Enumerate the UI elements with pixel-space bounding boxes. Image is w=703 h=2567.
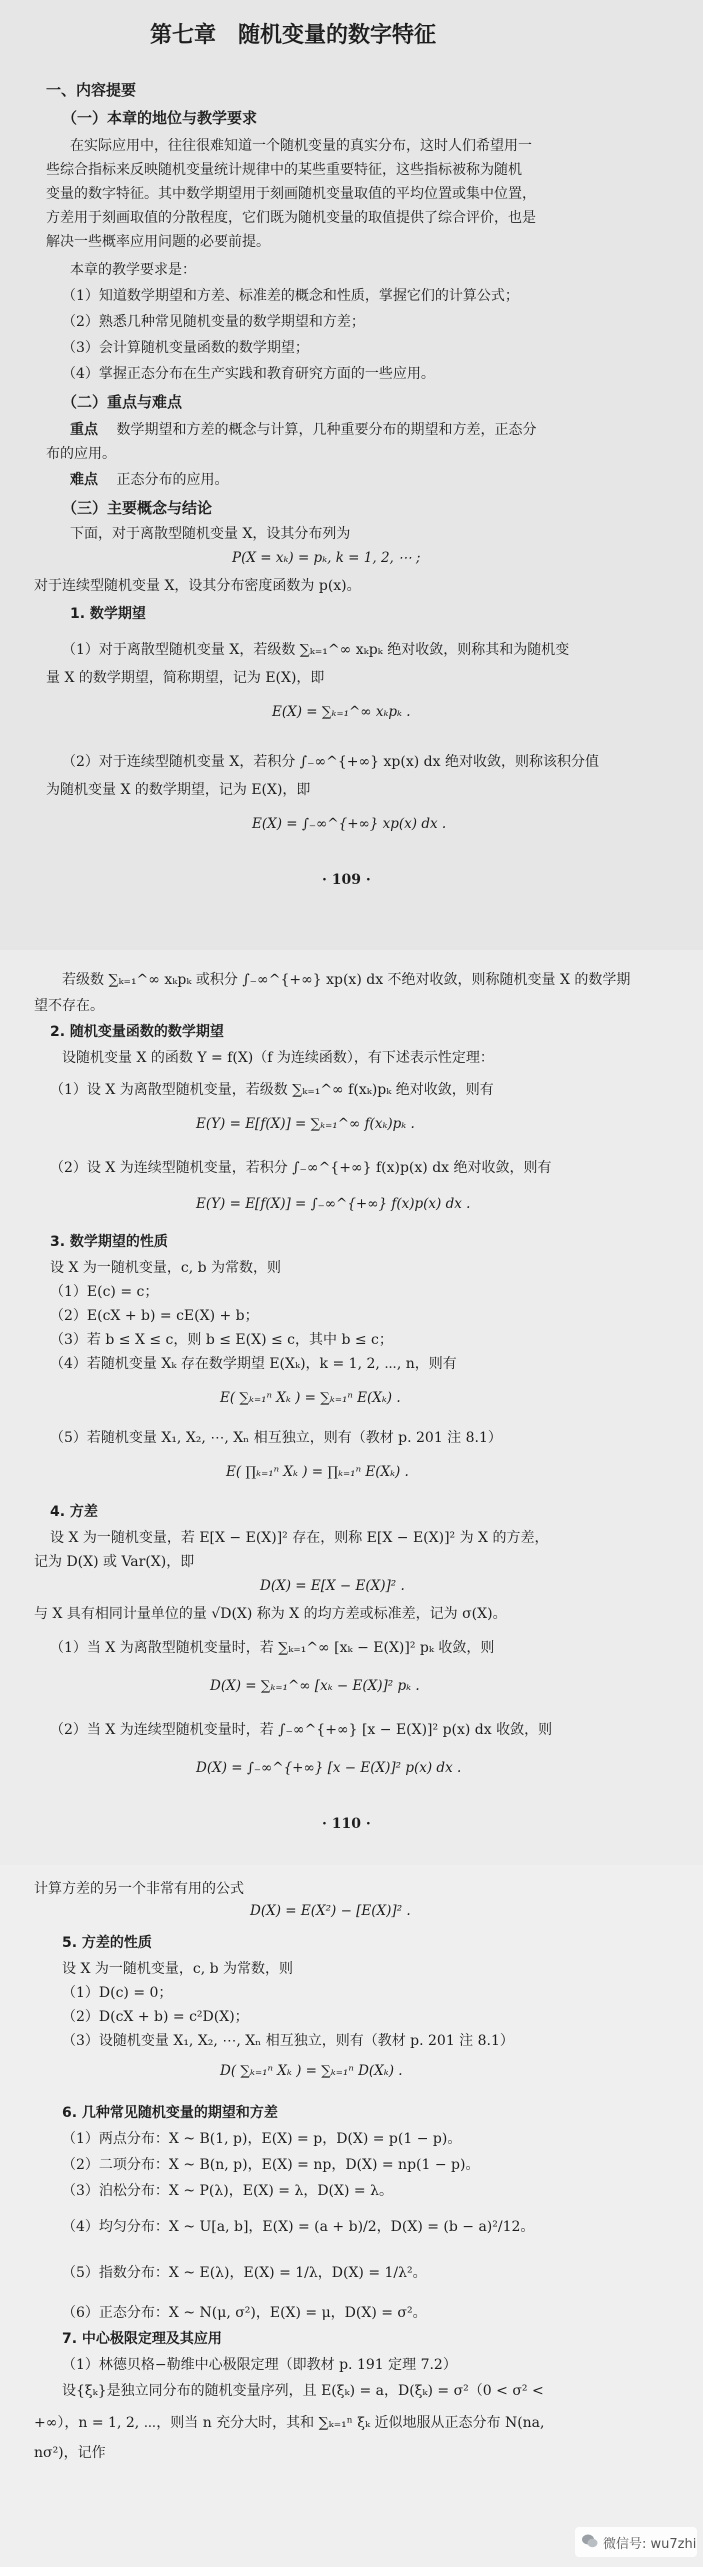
distribution-item: （6）正态分布：X ~ N(μ, σ²)，E(X) = μ，D(X) = σ²。	[62, 2305, 427, 2321]
paragraph-line: 方差用于刻画取值的分散程度，它们既为随机变量的取值提供了综合评价，也是	[46, 210, 536, 226]
formula: E(X) = ∑ₖ₌₁^∞ xₖpₖ .	[272, 704, 411, 720]
topic-heading: 1. 数学期望	[70, 606, 146, 622]
paragraph-line: （2）设 X 为连续型随机变量，若积分 ∫₋∞^{+∞} f(x)p(x) dx 绝对收敛，则有	[50, 1160, 552, 1176]
formula: D(X) = E[X − E(X)]² .	[260, 1578, 405, 1594]
paragraph-line: 设 X 为一随机变量，c, b 为常数，则	[62, 1961, 294, 1977]
requirement-item: （4）掌握正态分布在生产实践和教育研究方面的一些应用。	[62, 366, 435, 382]
paragraph-line: 量 X 的数学期望，简称期望，记为 E(X)，即	[46, 670, 325, 686]
formula: D( ∑ₖ₌₁ⁿ Xₖ ) = ∑ₖ₌₁ⁿ D(Xₖ) .	[220, 2063, 403, 2079]
paragraph-line: 对于连续型随机变量 X，设其分布密度函数为 p(x)。	[34, 578, 361, 594]
book-page-110	[0, 950, 703, 1865]
requirements-intro: 本章的教学要求是：	[70, 262, 196, 278]
paragraph-line: （1）设 X 为离散型随机变量，若级数 ∑ₖ₌₁^∞ f(xₖ)pₖ 绝对收敛，则有	[50, 1082, 494, 1098]
topic-heading: 4. 方差	[50, 1504, 98, 1520]
chapter-title: 第七章 随机变量的数字特征	[150, 23, 437, 48]
paragraph-line: nσ²)，记作	[34, 2445, 106, 2461]
formula: E( ∑ₖ₌₁ⁿ Xₖ ) = ∑ₖ₌₁ⁿ E(Xₖ) .	[220, 1390, 401, 1406]
key-label: 重点	[70, 422, 98, 438]
distribution-item: （3）泊松分布：X ~ P(λ)，E(X) = λ，D(X) = λ。	[62, 2183, 393, 2199]
distribution-item: （4）均匀分布：X ~ U[a, b]，E(X) = (a + b)/2，D(X) = (b − a)²/12。	[62, 2219, 535, 2235]
topic-heading: 5. 方差的性质	[62, 1935, 152, 1951]
formula: D(X) = E(X²) − [E(X)]² .	[250, 1903, 411, 1919]
paragraph-line: 计算方差的另一个非常有用的公式	[34, 1881, 244, 1897]
key-text: 数学期望和方差的概念与计算，几种重要分布的期望和方差，正态分	[116, 422, 537, 438]
topic-heading: 6. 几种常见随机变量的期望和方差	[62, 2105, 278, 2121]
paragraph-line: 设{ξₖ}是独立同分布的随机变量序列，且 E(ξₖ) = a，D(ξₖ) = σ²（0 < σ² <	[62, 2383, 544, 2399]
difficulty-label: 难点	[70, 472, 98, 488]
paragraph-line: 设 X 为一随机变量，c, b 为常数，则	[50, 1260, 282, 1276]
property-item: （1）E(c) = c；	[50, 1284, 159, 1300]
topic-heading: 3. 数学期望的性质	[50, 1234, 168, 1250]
property-item: （3）若 b ≤ X ≤ c，则 b ≤ E(X) ≤ c，其中 b ≤ c；	[50, 1332, 393, 1348]
watermark	[575, 2527, 697, 2557]
key-points-line	[70, 420, 536, 440]
topic-heading: 7. 中心极限定理及其应用	[62, 2331, 222, 2347]
paragraph-line: +∞），n = 1, 2, ⋯，则当 n 充分大时，其和 ∑ₖ₌₁ⁿ ξₖ 近似地服从正态分布 N(na,	[34, 2415, 545, 2431]
paragraph-line: （1）对于离散型随机变量 X，若级数 ∑ₖ₌₁^∞ xₖpₖ 绝对收敛，则称其和为随机变	[62, 642, 570, 658]
paragraph-line: （5）若随机变量 X₁, X₂, ⋯, Xₙ 相互独立，则有（教材 p. 201 注 8.1）	[50, 1430, 502, 1446]
formula: E(Y) = E[f(X)] = ∫₋∞^{+∞} f(x)p(x) dx .	[196, 1196, 471, 1212]
property-item: （4）若随机变量 Xₖ 存在数学期望 E(Xₖ)，k = 1, 2, ⋯, n，则有	[50, 1356, 457, 1372]
paragraph-line: 记为 D(X) 或 Var(X)，即	[34, 1554, 195, 1570]
paragraph-line: 在实际应用中，往往很难知道一个随机变量的真实分布，这时人们希望用一	[70, 138, 532, 154]
paragraph-line: 若级数 ∑ₖ₌₁^∞ xₖpₖ 或积分 ∫₋∞^{+∞} xp(x) dx 不绝对收敛，则称随机变量 X 的数学期	[62, 972, 631, 988]
paragraph-line: 设随机变量 X 的函数 Y = f(X)（f 为连续函数），有下述表示性定理：	[62, 1050, 494, 1066]
paragraph-line: 与 X 具有相同计量单位的量 √D(X) 称为 X 的均方差或标准差，记为 σ(X)。	[34, 1606, 507, 1622]
requirement-item: （3）会计算随机变量函数的数学期望；	[62, 340, 309, 356]
subsection-heading: （二）重点与难点	[62, 393, 183, 411]
page-number: · 109 ·	[322, 872, 371, 888]
wechat-icon	[581, 2532, 599, 2550]
subsection-heading: （一）本章的地位与教学要求	[62, 109, 258, 127]
formula: D(X) = ∑ₖ₌₁^∞ [xₖ − E(X)]² pₖ .	[210, 1678, 420, 1694]
formula: D(X) = ∫₋∞^{+∞} [x − E(X)]² p(x) dx .	[196, 1760, 462, 1776]
formula: E(X) = ∫₋∞^{+∞} xp(x) dx .	[252, 816, 447, 832]
paragraph-line: 为随机变量 X 的数学期望，记为 E(X)，即	[46, 782, 311, 798]
paragraph-line: （2）当 X 为连续型随机变量时，若 ∫₋∞^{+∞} [x − E(X)]² p(x) dx 收敛，则	[50, 1722, 553, 1738]
section-heading: 一、内容提要	[46, 81, 137, 99]
distribution-item: （2）二项分布：X ~ B(n, p)，E(X) = np，D(X) = np(1 − p)。	[62, 2157, 480, 2173]
topic-heading: 2. 随机变量函数的数学期望	[50, 1024, 224, 1040]
requirement-item: （2）熟悉几种常见随机变量的数学期望和方差；	[62, 314, 365, 330]
key-points-line: 布的应用。	[46, 446, 116, 462]
formula: P(X = xₖ) = pₖ, k = 1, 2, ⋯ ;	[232, 550, 421, 566]
watermark-text: 微信号: wu7zhi	[603, 2537, 697, 2552]
property-item: （2）D(cX + b) = c²D(X)；	[62, 2009, 249, 2025]
distribution-item: （1）两点分布：X ~ B(1, p)，E(X) = p，D(X) = p(1 − p)。	[62, 2131, 462, 2147]
subsection-heading: （三）主要概念与结论	[62, 499, 213, 517]
paragraph-line: 下面，对于离散型随机变量 X，设其分布列为	[70, 526, 351, 542]
distribution-item: （5）指数分布：X ~ E(λ)，E(X) = 1/λ，D(X) = 1/λ²。	[62, 2265, 427, 2281]
paragraph-line: （2）对于连续型随机变量 X，若积分 ∫₋∞^{+∞} xp(x) dx 绝对收敛，则称该积分值	[62, 754, 599, 770]
book-page-109	[0, 0, 703, 950]
formula: E( ∏ₖ₌₁ⁿ Xₖ ) = ∏ₖ₌₁ⁿ E(Xₖ) .	[226, 1464, 409, 1480]
property-item: （3）设随机变量 X₁, X₂, ⋯, Xₙ 相互独立，则有（教材 p. 201 注 8.1）	[62, 2033, 514, 2049]
page-number: · 110 ·	[322, 1816, 371, 1832]
book-page-111	[0, 1865, 703, 2567]
paragraph-line: 望不存在。	[34, 998, 104, 1014]
paragraph-line: （1）当 X 为离散型随机变量时，若 ∑ₖ₌₁^∞ [xₖ − E(X)]² pₖ 收敛，则	[50, 1640, 495, 1656]
paragraph-line: 设 X 为一随机变量，若 E[X − E(X)]² 存在，则称 E[X − E(X)]² 为 X 的方差，	[50, 1530, 549, 1546]
paragraph-line: （1）林德贝格−勒维中心极限定理（即教材 p. 191 定理 7.2）	[62, 2357, 457, 2373]
difficulty-line	[70, 470, 228, 490]
property-item: （2）E(cX + b) = cE(X) + b；	[50, 1308, 259, 1324]
requirement-item: （1）知道数学期望和方差、标准差的概念和性质，掌握它们的计算公式；	[62, 288, 519, 304]
paragraph-line: 变量的数字特征。其中数学期望用于刻画随机变量取值的平均位置或集中位置，	[46, 186, 536, 202]
paragraph-line: 些综合指标来反映随机变量统计规律中的某些重要特征，这些指标被称为随机	[46, 162, 522, 178]
formula: E(Y) = E[f(X)] = ∑ₖ₌₁^∞ f(xₖ)pₖ .	[196, 1116, 415, 1132]
paragraph-line: 解决一些概率应用问题的必要前提。	[46, 234, 270, 250]
property-item: （1）D(c) = 0；	[62, 1985, 173, 2001]
difficulty-text: 正态分布的应用。	[116, 472, 229, 488]
